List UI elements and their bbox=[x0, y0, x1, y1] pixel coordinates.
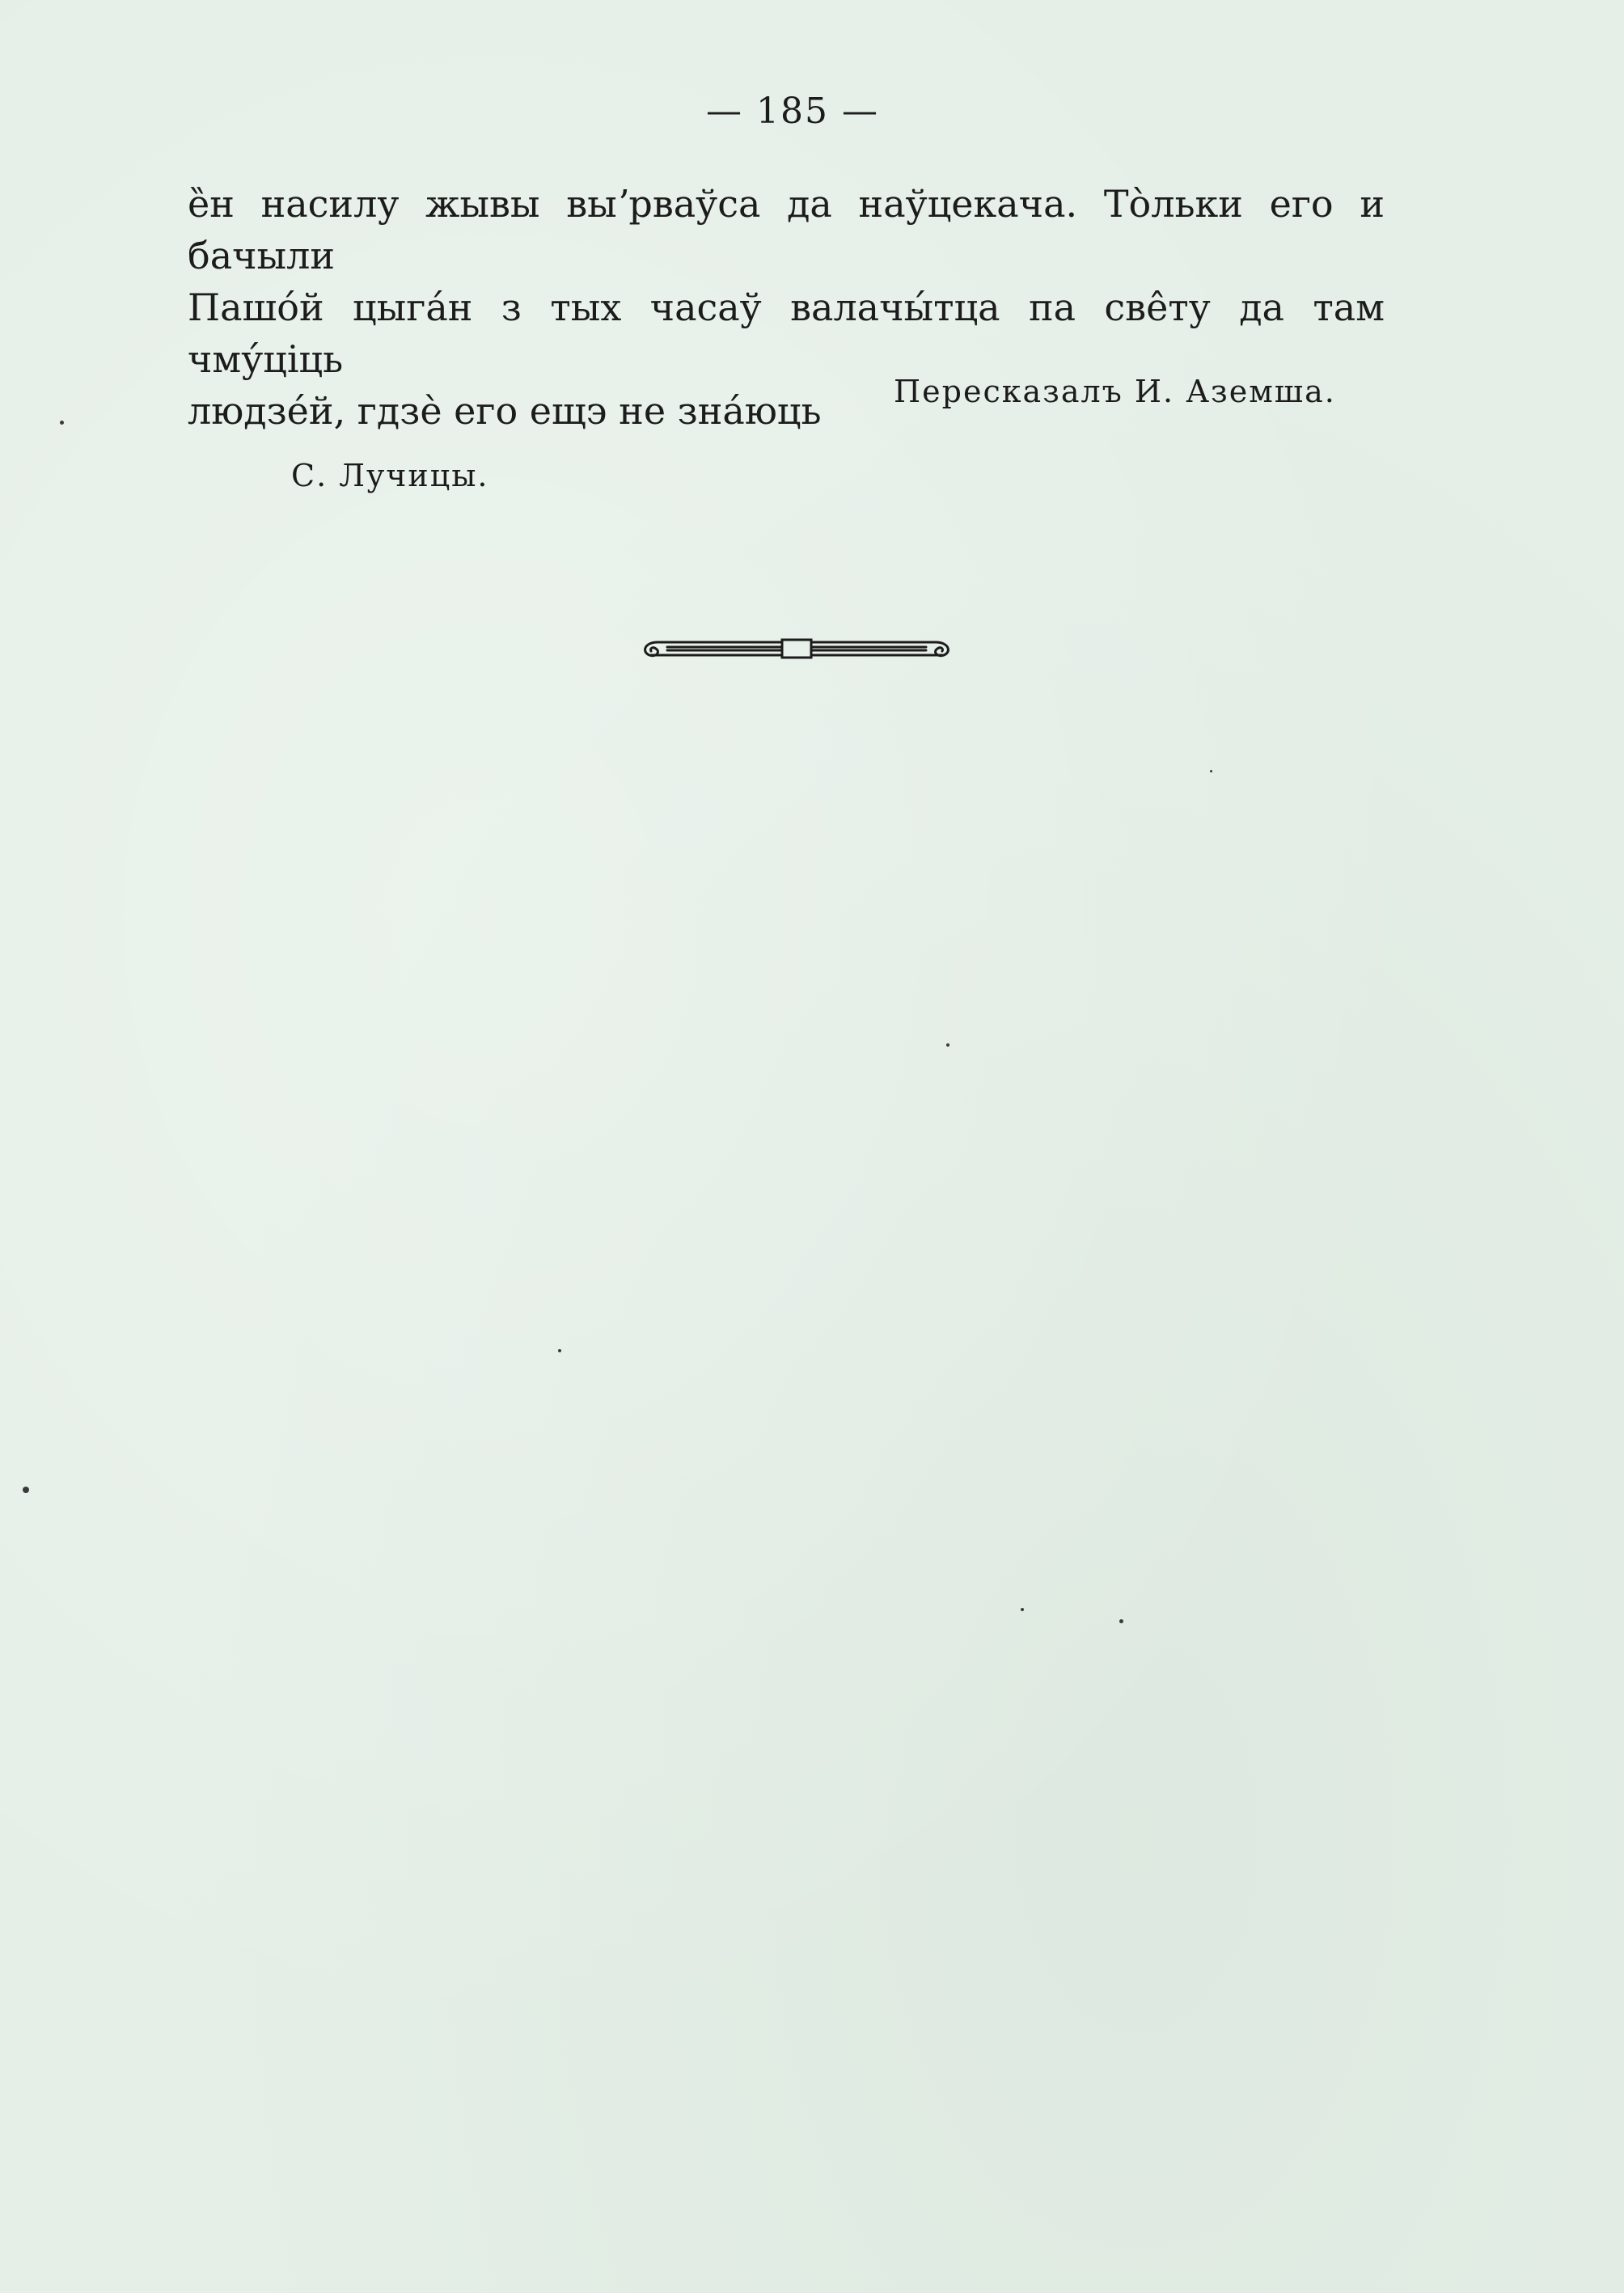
paper-speck bbox=[23, 1487, 29, 1493]
page-number: — 185 — bbox=[706, 91, 879, 132]
paper-speck bbox=[1021, 1608, 1024, 1611]
retold-by-signature: Пересказалъ И. Аземша. bbox=[894, 374, 1336, 409]
village-name: С. Лучицы. bbox=[291, 458, 489, 493]
paragraph-line-2: Пашо́й цыга́н з тых часаў валачы́тца па све̂ту да там чму́ціць bbox=[188, 286, 1385, 381]
paper-speck bbox=[558, 1349, 561, 1352]
paragraph-line-3: людзе́й, гдзѐ его ещэ не зна́юць bbox=[188, 389, 822, 433]
paper-speck bbox=[946, 1043, 949, 1047]
paper-speck bbox=[1119, 1619, 1123, 1623]
paragraph-line-1: е̏н насилу жывы выʼрваўса да наўцекача. То̀льки его и бачыли bbox=[188, 182, 1385, 277]
paper-speck bbox=[60, 421, 64, 425]
decorative-rule-ornament bbox=[635, 631, 958, 663]
paper-speck bbox=[1210, 770, 1212, 772]
